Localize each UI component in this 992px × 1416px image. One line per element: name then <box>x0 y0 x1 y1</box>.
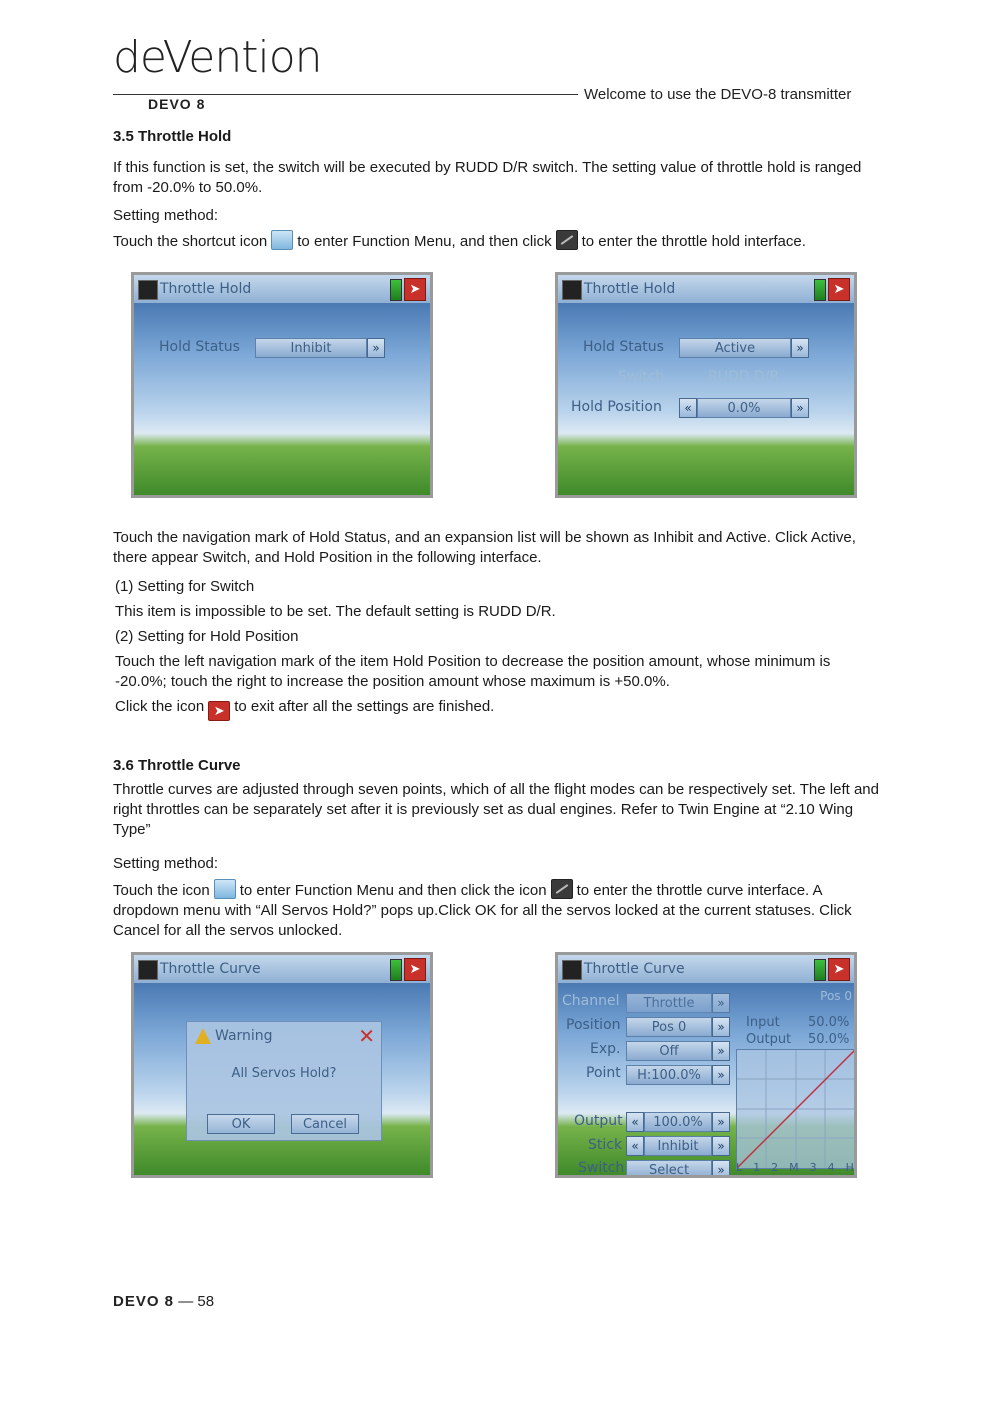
screenshot-throttle-curve-settings <box>555 952 857 1178</box>
pos-corner-label: Pos 0 <box>820 989 852 1003</box>
close-icon[interactable]: ✕ <box>358 1024 375 1048</box>
curve-point-labels <box>736 1161 854 1174</box>
point-label-2: 2 <box>771 1161 779 1174</box>
output-row-label: Output <box>574 1113 623 1129</box>
hold-position-setting-text: Touch the left navigation mark of the item Hold Position to decrease the position amount, whose minimum is -20.0%; touch the right to increase the position amount whose maximum is +50.0%. <box>115 653 831 690</box>
dialog-title: Warning <box>215 1028 273 1044</box>
input-label: Input <box>746 1015 780 1030</box>
switch-next-button[interactable]: » <box>712 1160 730 1178</box>
screen-title: Throttle Curve <box>584 961 685 977</box>
hold-status-explanation: Touch the navigation mark of Hold Status, and an expansion list will be shown as Inhibit and Active. Click Active, there appear Switch, and Hold Position in the following interface. <box>113 529 856 566</box>
section-3-6-heading: 3.6 Throttle Curve <box>113 757 241 774</box>
hold-status-label: Hold Status <box>583 339 664 355</box>
instr-text-b: to enter Function Menu, and then click <box>297 233 552 250</box>
output-value: 50.0% <box>808 1032 850 1047</box>
instr-text-c: to enter the throttle curve interface. A dropdown menu with “All Servos Hold?” pops up.Click OK for all the servos locked at the current statuses. Click Cancel for all the servos unlocked. <box>113 882 852 939</box>
battery-icon <box>814 279 826 301</box>
function-menu-icon <box>214 879 236 899</box>
hold-position-increase-button[interactable]: » <box>791 398 809 418</box>
screen-title: Throttle Hold <box>584 281 676 297</box>
warning-dialog <box>186 1021 382 1141</box>
point-label-m: M <box>789 1161 799 1174</box>
exit-icon: ➤ <box>208 701 230 721</box>
input-value: 50.0% <box>808 1015 850 1030</box>
section-3-6-instructions <box>113 879 883 941</box>
exit-text-a: Click the icon <box>115 698 205 715</box>
stick-label: Stick <box>588 1137 623 1153</box>
screenshot-throttle-curve-warning <box>131 952 433 1178</box>
point-select[interactable]: H:100.0% <box>626 1065 712 1085</box>
page-number: — 58 <box>178 1293 215 1310</box>
instr-text-c: to enter the throttle hold interface. <box>581 233 806 250</box>
hold-position-setting-title: (2) Setting for Hold Position <box>115 628 299 645</box>
throttle-icon <box>562 960 582 980</box>
output-label: Output <box>746 1032 792 1047</box>
footer-model: DEVO 8 <box>113 1293 175 1310</box>
exit-text-b: to exit after all the settings are finished. <box>234 698 495 715</box>
ok-button[interactable]: OK <box>207 1114 275 1134</box>
channel-label: Channel <box>562 993 620 1009</box>
hold-position-value[interactable]: 0.0% <box>697 398 791 418</box>
screenshot-throttle-hold-inhibit <box>131 272 433 498</box>
battery-icon <box>814 959 826 981</box>
section-3-5-heading: 3.5 Throttle Hold <box>113 128 232 145</box>
point-label-3: 3 <box>809 1161 817 1174</box>
stick-decrease-button[interactable]: « <box>626 1136 644 1156</box>
instr-text-a: Touch the icon <box>113 882 210 899</box>
position-next-button[interactable]: » <box>712 1017 730 1037</box>
page-footer <box>113 1293 214 1310</box>
switch-label: Switch <box>618 369 665 385</box>
channel-next-button[interactable]: » <box>712 993 730 1013</box>
warning-icon <box>195 1028 211 1044</box>
switch-label: Switch <box>578 1160 625 1176</box>
point-label: Point <box>586 1065 621 1081</box>
point-label-l: L <box>736 1161 743 1174</box>
screenshot-throttle-hold-active <box>555 272 857 498</box>
stick-value-field[interactable]: Inhibit <box>644 1136 712 1156</box>
brand-logo: deVention <box>113 32 322 83</box>
model-name: DEVO 8 <box>148 96 206 112</box>
throttle-icon <box>138 960 158 980</box>
cancel-button[interactable]: Cancel <box>291 1114 359 1134</box>
exit-icon[interactable]: ➤ <box>828 958 850 981</box>
output-increase-button[interactable]: » <box>712 1112 730 1132</box>
throttle-icon <box>138 280 158 300</box>
battery-icon <box>390 279 402 301</box>
setting-method-label-2: Setting method: <box>113 855 219 872</box>
screen-title: Throttle Hold <box>160 281 252 297</box>
exp-next-button[interactable]: » <box>712 1041 730 1061</box>
function-menu-icon <box>271 230 293 250</box>
position-select[interactable]: Pos 0 <box>626 1017 712 1037</box>
hold-status-select[interactable]: Inhibit <box>255 338 367 358</box>
position-label: Position <box>566 1017 621 1033</box>
stick-increase-button[interactable]: » <box>712 1136 730 1156</box>
hold-status-select[interactable]: Active <box>679 338 791 358</box>
exit-instructions <box>115 697 885 721</box>
hold-status-label: Hold Status <box>159 339 240 355</box>
switch-value: RUDD D/R <box>708 369 780 385</box>
header-tagline: Welcome to use the DEVO-8 transmitter <box>584 86 852 103</box>
channel-select[interactable]: Throttle <box>626 993 712 1013</box>
section-3-5-instructions <box>113 230 893 252</box>
output-value-field[interactable]: 100.0% <box>644 1112 712 1132</box>
switch-setting-title: (1) Setting for Switch <box>115 578 255 595</box>
throttle-hold-icon <box>556 230 578 250</box>
exit-icon[interactable]: ➤ <box>828 278 850 301</box>
instr-text-b: to enter Function Menu and then click the icon <box>239 882 547 899</box>
throttle-curve-graph <box>736 1049 856 1169</box>
point-next-button[interactable]: » <box>712 1065 730 1085</box>
screen-title: Throttle Curve <box>160 961 261 977</box>
battery-icon <box>390 959 402 981</box>
hold-position-label: Hold Position <box>571 399 662 415</box>
switch-select[interactable]: Select <box>626 1160 712 1178</box>
point-label-4: 4 <box>827 1161 835 1174</box>
header-rule <box>113 94 578 95</box>
curve-svg <box>737 1050 855 1168</box>
throttle-icon <box>562 280 582 300</box>
switch-setting-text: This item is impossible to be set. The default setting is RUDD D/R. <box>115 603 556 620</box>
hold-position-decrease-button[interactable]: « <box>679 398 697 418</box>
setting-method-label: Setting method: <box>113 207 219 224</box>
section-3-6-intro: Throttle curves are adjusted through seven points, which of all the flight modes can be respectively set. The left and right throttles can be separately set after it is previously set as dual engines. Refer to Twin Engine at “2.10 Wing Type” <box>113 781 879 838</box>
point-label-h: H <box>845 1161 854 1174</box>
exp-select[interactable]: Off <box>626 1041 712 1061</box>
exp-label: Exp. <box>590 1041 621 1057</box>
section-3-5-intro: If this function is set, the switch will be executed by RUDD D/R switch. The setting value of throttle hold is ranged from -20.0% to 50.0%. <box>113 159 862 196</box>
throttle-curve-icon <box>551 879 573 899</box>
instr-text-a: Touch the shortcut icon <box>113 233 268 250</box>
hold-status-next-button[interactable]: » <box>367 338 385 358</box>
point-label-1: 1 <box>753 1161 761 1174</box>
exit-icon[interactable]: ➤ <box>404 278 426 301</box>
hold-status-next-button[interactable]: » <box>791 338 809 358</box>
exit-icon[interactable]: ➤ <box>404 958 426 981</box>
output-decrease-button[interactable]: « <box>626 1112 644 1132</box>
dialog-message: All Servos Hold? <box>231 1066 337 1081</box>
